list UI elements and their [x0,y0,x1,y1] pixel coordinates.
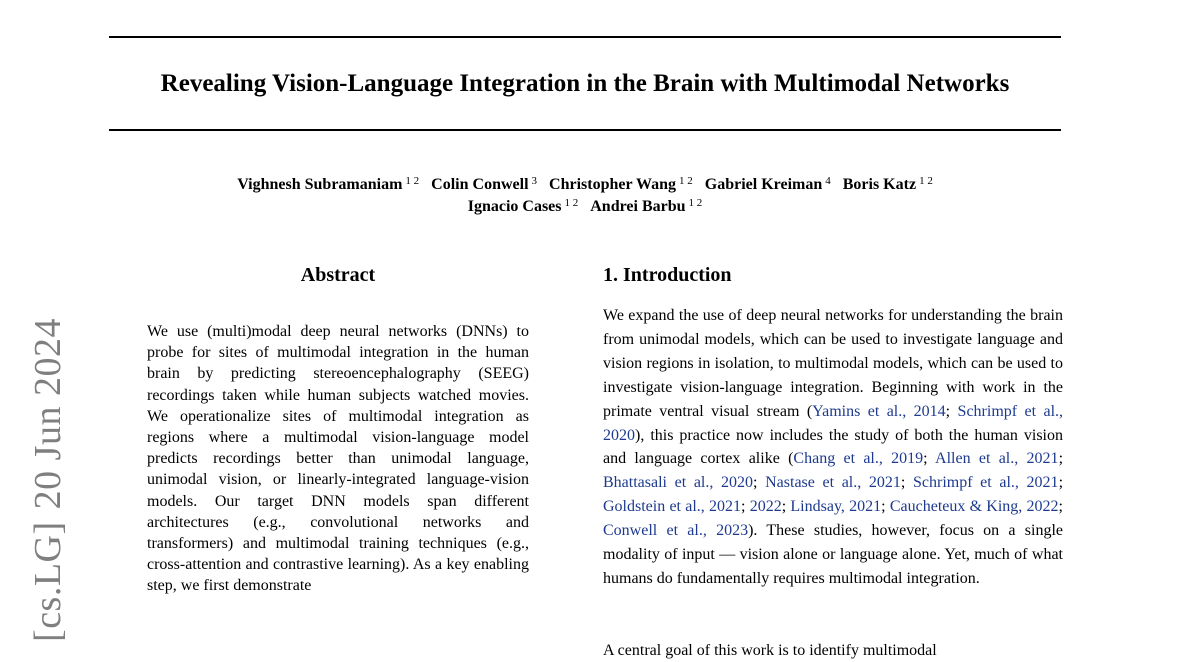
introduction-text: ; [1058,474,1064,492]
author-affiliation: 4 [825,175,831,187]
author [549,176,693,193]
citation-link[interactable]: Lindsay, 2021 [790,498,882,516]
author-affiliation: 1 2 [405,175,420,187]
paper-title: Revealing Vision-Language Integration in the Brain with Multimodal Networks [160,70,1010,97]
author-name: Vighnesh Subramaniam [237,176,403,193]
abstract-heading: Abstract [300,264,376,286]
author-name: Andrei Barbu [590,198,686,215]
citation-link[interactable]: 2022 [749,498,782,516]
citation-link[interactable]: Allen et al., 2021 [935,450,1059,468]
introduction-text: ; [881,498,890,516]
abstract-text: We use (multi)modal deep neural networks (DNNs) to probe for sites of multimodal integration in the human brain by predicting stereoencephalography (SEEG) recordings taken while human subjects watched movies. We operationalize sites of multimodal integration as regions where a multimodal vision-language model predicts recordings better than unimodal language, unimodal vision, or linearly-integrated language-vision models. Our target DNN models span different architectures (e.g., convolutional networks and transformers) and multimodal training techniques (e.g., cross-attention and contrastive learning). As a key enabling step, we first demonstrate [147,323,529,595]
introduction-text: ). These studies, however, focus on a single modality of input — vision alone or language alone. Yet, much of what humans do fundamentally requires multimodal integration. [603,522,1064,587]
author-list [60,174,1110,218]
bottom-rule [109,129,1061,131]
author-name: Christopher Wang [549,176,677,193]
introduction-text: ), this practice now includes the study of both the human vision and language cortex alike ( [603,426,1063,468]
author-name: Colin Conwell [431,176,529,193]
arxiv-stamp [26,312,70,648]
introduction-text: ; [900,474,913,492]
introduction-text: ; [741,498,750,516]
author [590,198,702,215]
author [468,198,579,215]
citation-link[interactable]: Nastase et al., 2021 [765,474,901,492]
arxiv-date: 20 Jun 2024 [27,318,69,510]
introduction-text: ; [1058,498,1063,516]
author [237,176,419,193]
author-affiliation: 1 2 [564,197,579,209]
introduction-text: ; [945,402,958,420]
introduction-paragraph [603,304,1063,591]
citation-link[interactable]: Conwell et al., 2023 [603,522,749,540]
author [705,176,831,193]
introduction-text: ; [781,498,791,516]
author-name: Gabriel Kreiman [704,176,823,193]
author [431,176,537,193]
introduction-next-paragraph: A central goal of this work is to identify multimodal [603,642,937,659]
citation-link[interactable]: Schrimpf et al., 2020 [603,402,1064,444]
author [843,176,933,193]
citation-link[interactable]: Schrimpf et al., 2021 [912,474,1059,492]
author-name: Boris Katz [842,176,917,193]
top-rule [109,36,1061,38]
author-affiliation: 1 2 [679,175,693,187]
author-name: Ignacio Cases [467,198,562,215]
citation-link[interactable]: Goldstein et al., 2021 [603,498,742,516]
citation-link[interactable]: Yamins et al., 2014 [812,402,946,420]
introduction-text: We expand the use of deep neural networks for understanding the brain from unimodal models, which can be used to investigate language and vision regions in isolation, to multimodal models, which can be used to investigate vision-language integration. Beginning with work in the primate ventral visual stream ( [603,307,1063,420]
author-affiliation: 1 2 [688,197,703,209]
introduction-text: ; [923,450,936,468]
arxiv-category: [cs.LG] [27,521,69,642]
introduction-text: ; [753,474,766,492]
citation-link[interactable]: Bhattasali et al., 2020 [603,474,754,492]
author-affiliation: 3 [531,175,538,187]
introduction-heading: 1. Introduction [603,264,732,286]
citation-link[interactable]: Chang et al., 2019 [793,450,924,468]
citation-link[interactable]: Caucheteux & King, 2022 [889,498,1059,516]
introduction-text: ; [1058,450,1064,468]
author-affiliation: 1 2 [919,175,933,187]
